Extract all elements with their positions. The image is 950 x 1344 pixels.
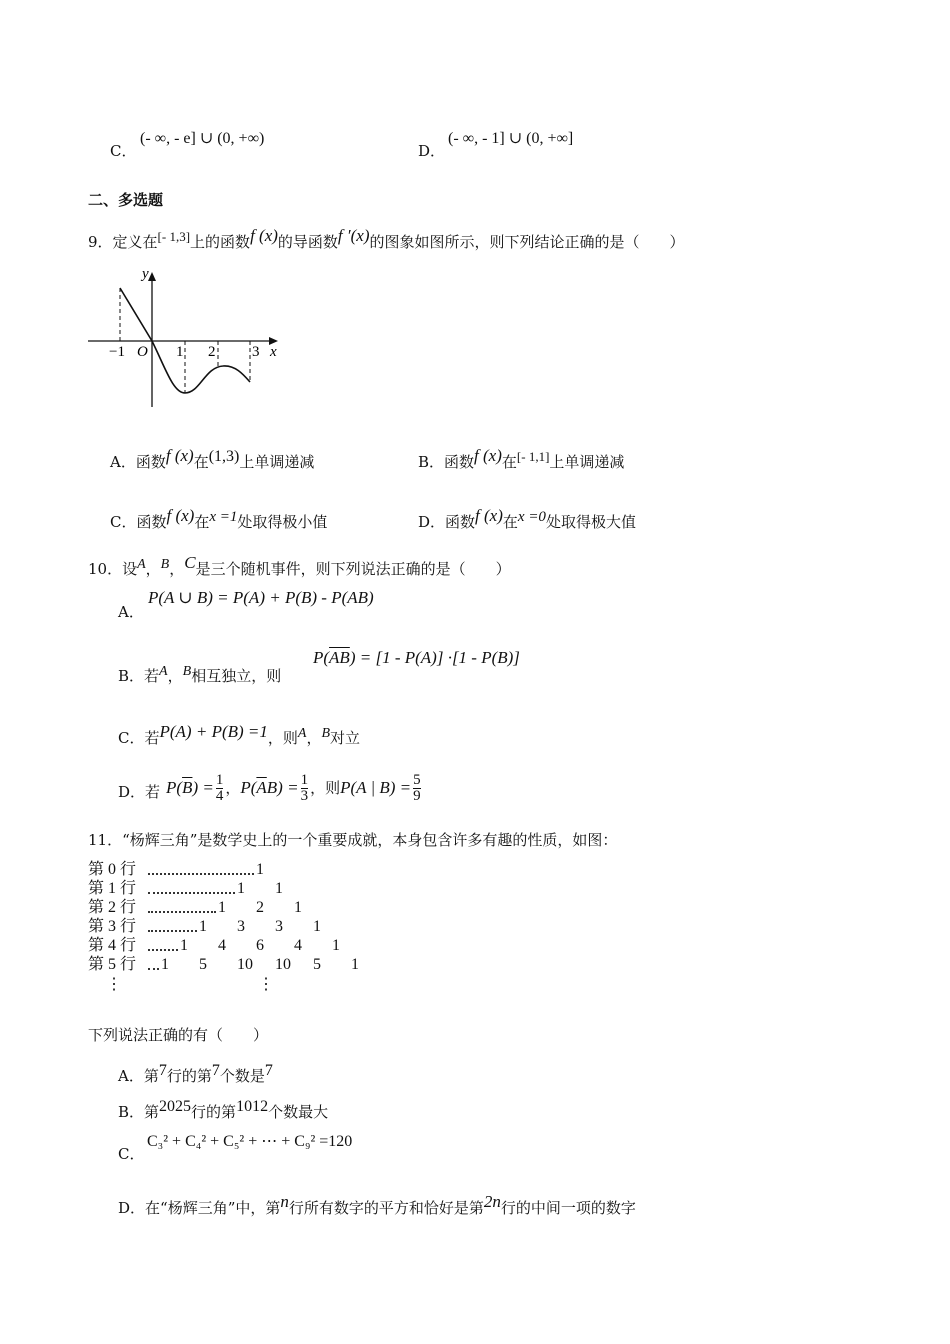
triangle-number: 3 bbox=[237, 918, 245, 935]
triangle-dot-leader bbox=[148, 930, 197, 932]
fraction-1-4: $\frac{1}{4}$ bbox=[215, 771, 224, 804]
triangle-number: 1 bbox=[332, 937, 340, 954]
triangle-number: 1 bbox=[275, 880, 283, 897]
triangle-number: 2 bbox=[256, 899, 264, 916]
q10-option-d-math: $P(\overline{B})$ = $\frac{1}{4}$ ， $P(\overline{A}B)$ = $\frac{1}{3}$ ，则 P(A | B) = $\frac{5}{9}$ bbox=[166, 771, 421, 804]
q10-option-a-label: A． bbox=[118, 603, 144, 621]
triangle-number: 3 bbox=[275, 918, 283, 935]
triangle-row-label: 第 0 行 bbox=[88, 861, 137, 878]
fraction-1-3: $\frac{1}{3}$ bbox=[300, 771, 309, 804]
tick-2: 2 bbox=[208, 344, 216, 360]
q11-option-a: A．第$^7$行的第$^7$个数是$^7$ bbox=[118, 1062, 273, 1085]
triangle-number: 4 bbox=[218, 937, 226, 954]
q11-option-c-math: C₃² + C₄² + C₅² + ⋯ + C₉² =120 bbox=[147, 1133, 353, 1150]
q11-prompt: 下列说法正确的有（ ） bbox=[88, 1026, 269, 1044]
derivative-graph bbox=[85, 262, 285, 412]
vdots-left: ⋮ bbox=[106, 976, 122, 993]
fpx-math: f ′(x) bbox=[337, 226, 370, 245]
triangle-number: 6 bbox=[256, 937, 264, 954]
q10-option-d: D．若 bbox=[118, 783, 161, 801]
triangle-dot-leader bbox=[148, 949, 178, 951]
triangle-dot-leader bbox=[148, 892, 235, 894]
fraction-5-9: $\frac{5}{9}$ bbox=[413, 771, 421, 804]
q11-option-d: D．在“杨辉三角”中，第$^n$行所有数字的平方和恰好是第$^{2n}$行的中间一项的数字 bbox=[118, 1192, 636, 1217]
triangle-number: 1 bbox=[351, 956, 359, 973]
q10-stem: 10．设$^A$，$^B$，$^C$是三个随机事件，则下列说法正确的是（ ） bbox=[88, 553, 511, 578]
triangle-number: 1 bbox=[294, 899, 302, 916]
y-axis-arrow bbox=[148, 272, 156, 281]
section-heading: 二、多选题 bbox=[88, 191, 164, 209]
option-label: C． bbox=[110, 142, 137, 160]
q11-option-b: B．第$^{2025}$行的第$^{1012}$个数最大 bbox=[118, 1098, 329, 1121]
q11-option-c-label: C． bbox=[118, 1145, 145, 1163]
x-label: x bbox=[270, 344, 277, 360]
option-label: D． bbox=[418, 142, 446, 160]
q11-stem: 11．“杨辉三角”是数学史上的一个重要成就，本身包含许多有趣的性质，如图： bbox=[88, 831, 618, 849]
q8-option-d bbox=[418, 142, 445, 160]
yanghui-triangle bbox=[88, 860, 388, 995]
q10-option-b-math: $P(\overline{AB}) = [1 - P(A)] \cdot[1 - P(B)]$ bbox=[313, 648, 520, 667]
q9-option-c: C．函数$^{f (x)}$在$^{x =1}$处取得极小值 bbox=[110, 506, 328, 531]
q8-option-c-math: (- ∞, - e] ∪ (0, +∞) bbox=[140, 130, 265, 147]
q9-option-b: B．函数$^{f (x)}$在[- 1,1]上单调递减 bbox=[418, 446, 625, 471]
triangle-number: 10 bbox=[275, 956, 291, 973]
q10-option-b: B．若$^A$，$^B$相互独立，则 bbox=[118, 664, 282, 685]
y-label: y bbox=[142, 266, 149, 282]
triangle-number: 1 bbox=[180, 937, 188, 954]
triangle-row-label: 第 5 行 bbox=[88, 956, 137, 973]
q9-stem: 9．定义在[- 1,3]上的函数$^{f (x)}$的导函数$^{f '(x)}$的图象如图所示，则下列结论正确的是（ ） bbox=[88, 226, 685, 251]
q10-option-a-math: P(A ∪ B) = P(A) + P(B) - P(AB) bbox=[148, 588, 374, 607]
triangle-dot-leader bbox=[148, 873, 254, 875]
triangle-number: 1 bbox=[161, 956, 169, 973]
triangle-row-label: 第 2 行 bbox=[88, 899, 137, 916]
tick-neg1: −1 bbox=[109, 344, 125, 360]
tick-1: 1 bbox=[176, 344, 184, 360]
q8-option-c bbox=[110, 142, 136, 160]
q9-option-d: D．函数$^{f (x)}$在$^{x =0}$处取得极大值 bbox=[418, 506, 636, 531]
tick-3: 3 bbox=[252, 344, 260, 360]
interval: [- 1,3] bbox=[157, 229, 191, 244]
q10-option-c: C．若$^{P(A) + P(B) =1}$，则$^A$，$^B$对立 bbox=[118, 722, 361, 747]
triangle-number: 10 bbox=[237, 956, 253, 973]
q8-option-d-math: (- ∞, - 1] ∪ (0, +∞] bbox=[448, 130, 574, 147]
origin-label: O bbox=[137, 344, 148, 360]
triangle-dot-leader bbox=[148, 911, 216, 913]
fx-math: f (x) bbox=[250, 226, 278, 245]
triangle-dot-leader bbox=[148, 968, 159, 970]
triangle-row-label: 第 3 行 bbox=[88, 918, 137, 935]
triangle-row-label: 第 1 行 bbox=[88, 880, 137, 897]
triangle-number: 1 bbox=[199, 918, 207, 935]
triangle-number: 4 bbox=[294, 937, 302, 954]
triangle-number: 5 bbox=[199, 956, 207, 973]
triangle-number: 1 bbox=[218, 899, 226, 916]
triangle-row-label: 第 4 行 bbox=[88, 937, 137, 954]
triangle-number: 1 bbox=[313, 918, 321, 935]
triangle-number: 1 bbox=[256, 861, 264, 878]
triangle-number: 1 bbox=[237, 880, 245, 897]
q9-option-a: A．函数$^{f (x)}$在$^{(1,3)}$上单调递减 bbox=[110, 446, 315, 471]
triangle-number: 5 bbox=[313, 956, 321, 973]
vdots-right: ⋮ bbox=[258, 976, 274, 993]
